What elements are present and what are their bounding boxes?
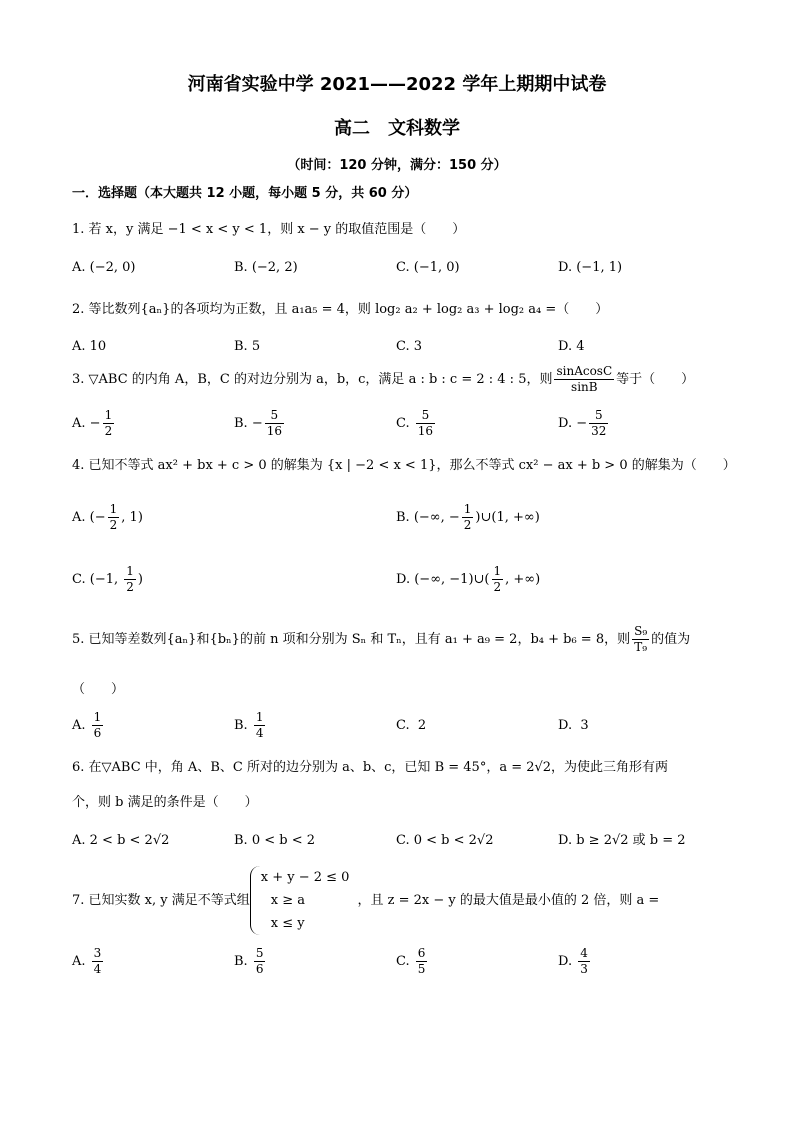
q4-option-b: B. (−∞, − $\frac{1}{2}$ )∪(1, +∞) bbox=[396, 502, 540, 532]
q3-option-c: C. $\frac{5}{16}$ bbox=[396, 408, 434, 438]
question-6-line2: 个，则 b 满足的条件是（ ） bbox=[72, 795, 258, 810]
q2-option-b: B. 5 bbox=[234, 339, 261, 354]
q3-frac-num: sinAcosC bbox=[556, 364, 613, 378]
q6-option-d: D. b ≥ 2√2 或 b = 2 bbox=[558, 833, 686, 848]
q2-option-a: A. 10 bbox=[72, 339, 107, 354]
q6-option-c: C. 0 < b < 2√2 bbox=[396, 833, 494, 848]
q5-text: 5. 已知等差数列{aₙ}和{bₙ}的前 n 项和分别为 Sₙ 和 Tₙ，且有 a₁ + a₉ = 2，b₄ + b₆ = 8，则 bbox=[72, 632, 631, 647]
q4-option-c: C. (−1, $\frac{1}{2}$ ) bbox=[72, 564, 143, 594]
q7-option-b: B. $\frac{5}{6}$ bbox=[234, 946, 264, 976]
q3-text: 3. ▽ABC 的内角 A，B，C 的对边分别为 a，b，c，满足 a : b : c = 2 : 4 : 5，则 bbox=[72, 372, 553, 387]
exam-subtitle: 高二 文科数学 bbox=[334, 118, 460, 139]
q1-option-b: B. (−2, 2) bbox=[234, 260, 298, 275]
q5-fraction: $\frac{\text{S₉}}{\text{T₉}}$ bbox=[634, 624, 648, 654]
q5-option-c: C. 2 bbox=[396, 718, 427, 733]
q1-option-a: A. (−2, 0) bbox=[72, 260, 136, 275]
q7-inequality-system: x + y − 2 ≤ 0 x ≥ a x ≤ y bbox=[250, 866, 358, 935]
q3-fraction bbox=[554, 364, 614, 395]
question-6-line1: 6. 在▽ABC 中，角 A、B、C 所对的边分别为 a、b、c，已知 B = 45°，a = 2√2，为使此三角形有两 bbox=[72, 760, 669, 775]
q3-option-d: D. − $\frac{5}{32}$ bbox=[558, 408, 607, 438]
q7-option-a: A. $\frac{3}{4}$ bbox=[72, 946, 102, 976]
question-5 bbox=[72, 624, 690, 655]
q5-paren: （ ） bbox=[72, 682, 125, 697]
section-heading: 一．选择题（本大题共 12 小题，每小题 5 分，共 60 分） bbox=[72, 186, 418, 201]
q7-option-c: C. $\frac{6}{5}$ bbox=[396, 946, 426, 976]
q6-option-b: B. 0 < b < 2 bbox=[234, 833, 315, 848]
exam-info: （时间：120 分钟，满分：150 分） bbox=[287, 158, 507, 173]
q4-option-d: D. (−∞, −1)∪( $\frac{1}{2}$ , +∞) bbox=[396, 564, 541, 594]
q2-option-c: C. 3 bbox=[396, 339, 423, 354]
q3-frac-den: sinB bbox=[571, 380, 598, 394]
q7-option-d: D. $\frac{4}{3}$ bbox=[558, 946, 588, 976]
q6-option-a: A. 2 < b < 2√2 bbox=[72, 833, 170, 848]
q3-option-a: A. − $\frac{1}{2}$ bbox=[72, 408, 113, 438]
q3-text-after: 等于（ ） bbox=[616, 372, 695, 387]
question-2: 2. 等比数列{aₙ}的各项均为正数，且 a₁a₅ = 4，则 log₂ a₂ + log₂ a₃ + log₂ a₄ =（ ） bbox=[72, 302, 609, 317]
q5-text-after: 的值为 bbox=[651, 632, 691, 647]
q5-option-b: B. $\frac{1}{4}$ bbox=[234, 710, 264, 740]
question-7 bbox=[72, 866, 659, 935]
q4-option-a: A. (− $\frac{1}{2}$ , 1) bbox=[72, 502, 143, 532]
q1-option-d: D. (−1, 1) bbox=[558, 260, 623, 275]
exam-title: 河南省实验中学 2021——2022 学年上期期中试卷 bbox=[187, 74, 607, 95]
q5-option-d: D. 3 bbox=[558, 718, 589, 733]
question-4: 4. 已知不等式 ax² + bx + c > 0 的解集为 {x | −2 < x < 1}，那么不等式 cx² − ax + b > 0 的解集为（ ） bbox=[72, 458, 736, 473]
q7-text-after: ，且 z = 2x − y 的最大值是最小值的 2 倍，则 a = bbox=[357, 893, 660, 908]
q3-option-b: B. − $\frac{5}{16}$ bbox=[234, 408, 283, 438]
question-1: 1. 若 x，y 满足 −1 < x < y < 1，则 x − y 的取值范围是（ ） bbox=[72, 222, 466, 237]
q1-option-c: C. (−1, 0) bbox=[396, 260, 460, 275]
q2-option-d: D. 4 bbox=[558, 339, 585, 354]
question-3 bbox=[72, 364, 694, 395]
q5-option-a: A. $\frac{1}{6}$ bbox=[72, 710, 102, 740]
q7-text: 7. 已知实数 x, y 满足不等式组 bbox=[72, 893, 250, 908]
